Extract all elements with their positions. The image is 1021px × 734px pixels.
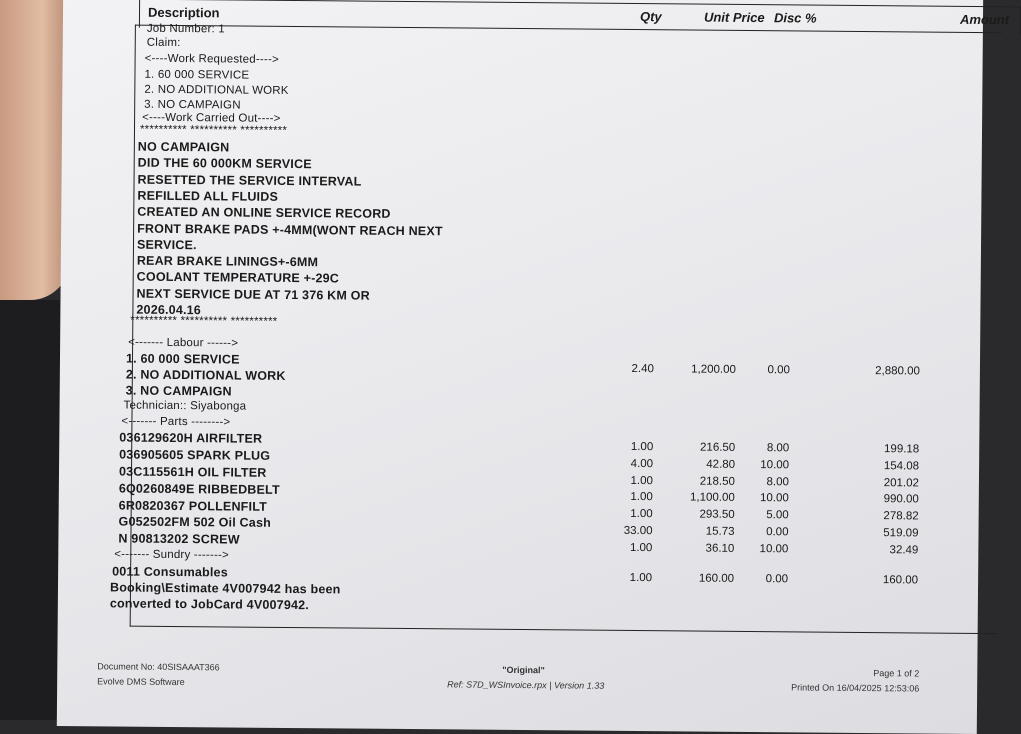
part-amount: 32.49 (889, 544, 919, 557)
labour-label: <------- Labour ------> (128, 336, 239, 350)
sundry-row: 0011 Consumables (112, 564, 228, 580)
part-unit: 15.73 (705, 525, 735, 538)
part-disc: 8.00 (766, 475, 789, 488)
claim-label: Claim: (146, 36, 181, 50)
booking-note: Booking\Estimate 4V007942 has been (109, 580, 341, 597)
printed-on: Printed On 16/04/2025 12:53:06 (791, 682, 920, 694)
work-carried-item: NEXT SERVICE DUE AT 71 376 KM OR (136, 286, 370, 303)
software-name: Evolve DMS Software (97, 676, 185, 688)
part-row: 03C115561H OIL FILTER (118, 464, 267, 480)
document-number: Document No: 40SISAAAT366 (97, 661, 220, 673)
part-disc: 8.00 (766, 442, 790, 455)
part-disc: 5.00 (766, 509, 789, 522)
hand (0, 0, 70, 300)
header-description: Description (147, 4, 220, 21)
header-amount: Amount (959, 11, 1010, 28)
labour-item: 3. NO CAMPAIGN (125, 383, 232, 399)
labour-disc: 0.00 (767, 364, 790, 377)
part-row: 6Q0260849E RIBBEDBELT (118, 481, 280, 497)
parts-label: <------- Parts --------> (121, 415, 231, 429)
part-qty: 1.00 (630, 474, 654, 487)
separator: ********** ********** ********** (139, 123, 288, 137)
work-carried-item: RESETTED THE SERVICE INTERVAL (137, 172, 362, 189)
work-carried-item: DID THE 60 000KM SERVICE (137, 155, 312, 172)
part-unit: 36.10 (705, 542, 735, 555)
work-requested-item: 2. NO ADDITIONAL WORK (144, 83, 289, 97)
labour-qty: 2.40 (631, 362, 654, 376)
sundry-unit: 160.00 (698, 572, 735, 585)
part-qty: 1.00 (630, 491, 653, 504)
part-disc: 10.00 (759, 492, 789, 505)
part-unit: 42.80 (706, 458, 736, 471)
sundry-disc: 0.00 (765, 573, 789, 586)
labour-amount: 2,880.00 (875, 365, 920, 378)
work-requested-label: <----Work Requested----> (144, 52, 279, 66)
part-amount: 154.08 (883, 459, 920, 473)
work-carried-item: SERVICE. (136, 237, 197, 252)
report-ref: Ref: S7D_WSInvoice.rpx | Version 1.33 (447, 679, 605, 691)
sundry-qty: 1.00 (629, 571, 653, 585)
work-carried-item: CREATED AN ONLINE SERVICE RECORD (137, 204, 391, 222)
work-carried-item: COOLANT TEMPERATURE +-29C (136, 270, 340, 286)
page-number: Page 1 of 2 (873, 668, 920, 679)
labour-unit: 1,200.00 (691, 363, 736, 376)
part-unit: 293.50 (699, 508, 735, 522)
part-amount: 199.18 (883, 443, 920, 456)
part-amount: 278.82 (883, 510, 919, 523)
labour-item: 2. NO ADDITIONAL WORK (125, 367, 286, 384)
labour-item: 1. 60 000 SERVICE (125, 351, 240, 367)
part-unit: 216.50 (700, 441, 736, 454)
work-carried-item: FRONT BRAKE PADS +-4MM(WONT REACH NEXT (137, 221, 443, 238)
part-amount: 519.09 (883, 527, 919, 540)
work-carried-label: <----Work Carried Out----> (142, 111, 281, 125)
part-unit: 1,100.00 (689, 491, 735, 505)
original-mark: "Original" (502, 664, 545, 676)
booking-note: converted to JobCard 4V007942. (109, 596, 310, 613)
work-carried-item: NO CAMPAIGN (137, 139, 230, 155)
part-amount: 201.02 (883, 476, 919, 490)
part-qty: 33.00 (623, 524, 653, 538)
part-disc: 0.00 (766, 526, 789, 539)
header-unit-price: Unit Price (703, 9, 765, 26)
part-row: 036905605 SPARK PLUG (119, 447, 271, 463)
separator: ********** ********** ********** (130, 314, 278, 329)
part-qty: 4.00 (630, 457, 654, 470)
background (0, 300, 60, 720)
part-row: G052502FM 502 Oil Cash (118, 514, 272, 531)
part-qty: 1.00 (630, 508, 653, 521)
work-carried-item: REAR BRAKE LININGS+-6MM (136, 253, 319, 270)
work-carried-item: REFILLED ALL FLUIDS (137, 188, 279, 204)
part-unit: 218.50 (699, 475, 736, 488)
part-row: 036129620H AIRFILTER (119, 430, 263, 447)
work-carried-item: 2026.04.16 (136, 302, 202, 318)
header-qty: Qty (639, 9, 662, 25)
sundry-amount: 160.00 (882, 574, 919, 587)
sundry-label: <------- Sundry -------> (114, 548, 230, 562)
technician: Technician:: Siyabonga (123, 399, 247, 413)
part-row: N 90813202 SCREW (118, 531, 240, 547)
header-disc: Disc % (773, 10, 817, 26)
invoice-page (57, 0, 1010, 734)
part-qty: 1.00 (630, 440, 654, 454)
work-requested-item: 1. 60 000 SERVICE (144, 68, 250, 82)
part-amount: 990.00 (883, 493, 919, 506)
part-row: 6R0820367 POLLENFILT (118, 498, 268, 514)
work-requested-item: 3. NO CAMPAIGN (144, 98, 241, 112)
job-number: Job Number: 1 (146, 22, 225, 36)
part-qty: 1.00 (629, 541, 653, 554)
part-disc: 10.00 (759, 542, 789, 556)
part-disc: 10.00 (760, 458, 790, 472)
